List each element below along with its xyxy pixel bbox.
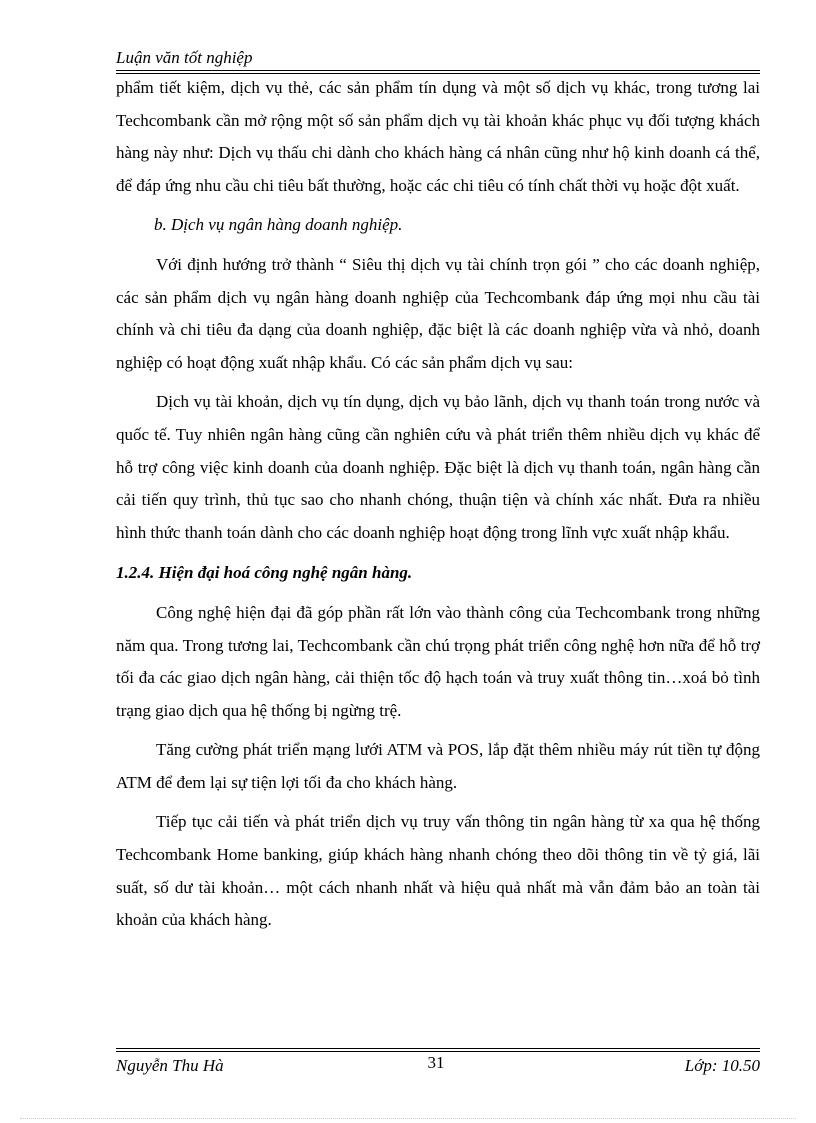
footer-author: Nguyễn Thu Hà [116,1056,224,1075]
header-rule [116,70,760,71]
page-edge-divider [20,1118,796,1119]
paragraph-5: Tăng cường phát triển mạng lưới ATM và POS, lắp đặt thêm nhiều máy rút tiền tự động ATM để đem lại sự tiện lợi tối đa cho khách hàng. [116,740,760,792]
footer-class: Lớp: 10.50 [684,1056,760,1075]
header-title: Luận văn tốt nghiệp [116,48,253,67]
paragraph-1: phẩm tiết kiệm, dịch vụ thẻ, các sản phẩm tín dụng và một số dịch vụ khác, trong tương lai Techcombank cần mở rộng một số sản phẩm dịch vụ tài khoản khác phục vụ đối tượng khách hàng này như: Dịch vụ thấu chi dành cho khách hàng cá nhân cũng như hộ kinh doanh cá thể, để đáp ứng nhu cầu chi tiêu bất thường, hoặc các chi tiêu có tính chất thời vụ hoặc đột xuất. [116,78,760,195]
paragraph-6: Tiếp tục cải tiến và phát triển dịch vụ truy vấn thông tin ngân hàng từ xa qua hệ thống Techcombank Home banking, giúp khách hàng nhanh chóng theo dõi thông tin về tỷ giá, lãi suất, số dư tài khoản… một cách nhanh nhất và hiệu quả nhất mà vẫn đảm bảo an toàn tài khoản của khách hàng. [116,812,760,930]
footer-rule [116,1051,760,1052]
footer-rule-thin [116,1048,760,1049]
paragraph-2: Với định hướng trở thành “ Siêu thị dịch vụ tài chính trọn gói ” cho các doanh nghiệp, các sản phẩm dịch vụ ngân hàng doanh nghiệp của Techcombank đáp ứng mọi nhu cầu tài chính và chi tiêu đa dạng của doanh nghiệp, đặc biệt là các doanh nghiệp vừa và nhỏ, doanh nghiệp có hoạt động xuất nhập khẩu. Có các sản phẩm dịch vụ sau: [116,254,760,372]
section-heading: 1.2.4. Hiện đại hoá công nghệ ngân hàng. [116,563,413,583]
paragraph-3: Dịch vụ tài khoản, dịch vụ tín dụng, dịch vụ bảo lãnh, dịch vụ thanh toán trong nước và quốc tế. Tuy nhiên ngân hàng cũng cần nghiên cứu và phát triển thêm nhiều dịch vụ khác để hỗ trợ công việc kinh doanh của doanh nghiệp. Đặc biệt là dịch vụ thanh toán, ngân hàng cần cải tiến quy trình, thủ tục sao cho nhanh chóng, thuận tiện và chính xác nhất. Đưa ra nhiều hình thức thanh toán dành cho các doanh nghiệp hoạt động trong lĩnh vực xuất nhập khẩu. [116,392,760,542]
page-number: 31 [427,1053,445,1072]
subheading-b: b. Dịch vụ ngân hàng doanh nghiệp. [154,215,403,235]
document-body [116,72,760,937]
paragraph-4: Công nghệ hiện đại đã góp phần rất lớn vào thành công của Techcombank trong những năm qua. Trong tương lai, Techcombank cần chú trọng phát triển công nghệ hơn nữa để hỗ trợ tối đa các giao dịch ngân hàng, cải thiện tốc độ hạch toán và truy xuất thông tin…xoá bỏ tình trạng giao dịch qua hệ thống bị ngừng trệ. [116,602,760,720]
